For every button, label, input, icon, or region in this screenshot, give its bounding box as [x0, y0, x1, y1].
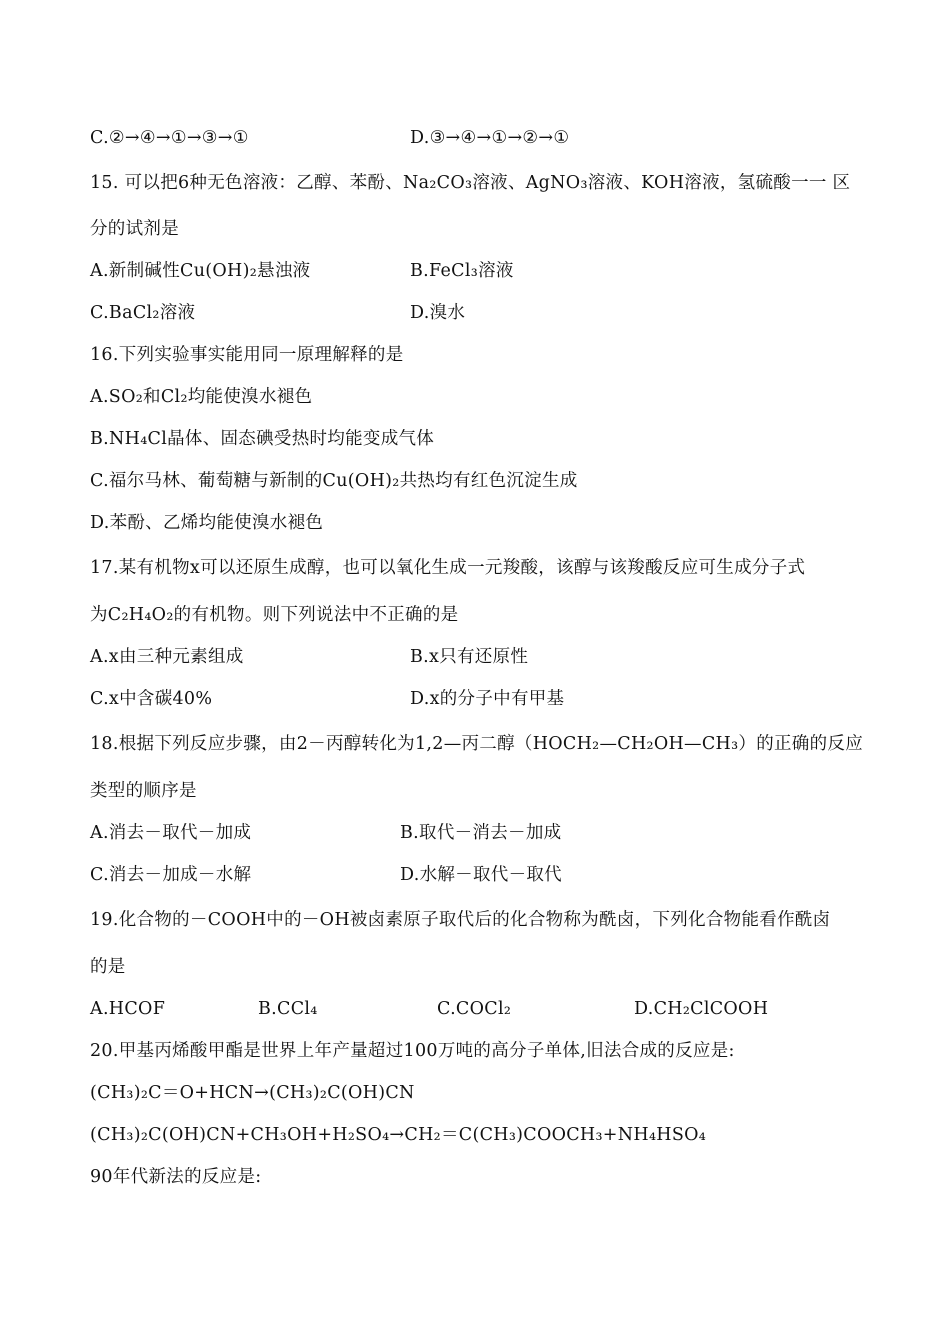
option-d: D.x的分子中有甲基: [410, 689, 565, 709]
option-d: D.苯酚、乙烯均能使溴水褪色: [90, 513, 324, 533]
option-c: C.BaCl₂溶液: [90, 303, 196, 323]
option-c: C.x中含碳40%: [90, 689, 213, 709]
new-method-heading: 90年代新法的反应是:: [90, 1167, 262, 1187]
option-c: C.消去－加成－水解: [90, 865, 252, 885]
question-stem: 18.根据下列反应步骤，由2－丙醇转化为1,2—丙二醇（HOCH₂—CH₂OH—CH₃）的正确的反应: [90, 734, 864, 754]
option-c: C.②→④→①→③→①: [90, 128, 249, 148]
option-b: B.CCl₄: [258, 999, 318, 1019]
option-a: A.SO₂和Cl₂均能使溴水褪色: [90, 387, 313, 407]
question-stem-continued: 分的试剂是: [90, 219, 179, 239]
question-stem: 15. 可以把6种无色溶液：乙醇、苯酚、Na₂CO₃溶液、AgNO₃溶液、KOH溶液，氢硫酸一一 区: [90, 173, 851, 193]
option-b: B.NH₄Cl晶体、固态碘受热时均能变成气体: [90, 429, 435, 449]
question-stem: 19.化合物的－COOH中的－OH被卤素原子取代后的化合物称为酰卤，下列化合物能看作酰卤: [90, 910, 831, 930]
option-d: D.③→④→①→②→①: [410, 128, 570, 148]
option-d: D.溴水: [410, 303, 466, 323]
reaction-equation-1: (CH₃)₂C＝O+HCN→(CH₃)₂C(OH)CN: [90, 1083, 415, 1103]
question-stem: 20.甲基丙烯酸甲酯是世界上年产量超过100万吨的高分子单体,旧法合成的反应是:: [90, 1041, 735, 1061]
option-d: D.CH₂ClCOOH: [634, 999, 769, 1019]
option-a: A.x由三种元素组成: [90, 647, 244, 667]
question-stem-continued: 的是: [90, 957, 126, 977]
option-b: B.x只有还原性: [410, 647, 529, 667]
option-b: B.FeCl₃溶液: [410, 261, 514, 281]
option-c: C.福尔马林、葡萄糖与新制的Cu(OH)₂共热均有红色沉淀生成: [90, 471, 578, 491]
option-a: A.HCOF: [90, 999, 166, 1019]
option-a: A.消去－取代－加成: [90, 823, 252, 843]
question-stem: 17.某有机物x可以还原生成醇，也可以氧化生成一元羧酸，该醇与该羧酸反应可生成分子式: [90, 558, 806, 578]
reaction-equation-2: (CH₃)₂C(OH)CN+CH₃OH+H₂SO₄→CH₂＝C(CH₃)COOCH₃+NH₄HSO₄: [90, 1125, 707, 1145]
option-c: C.COCl₂: [437, 999, 512, 1019]
option-b: B.取代－消去－加成: [400, 823, 562, 843]
question-stem-continued: 类型的顺序是: [90, 781, 197, 801]
option-d: D.水解－取代－取代: [400, 865, 562, 885]
option-a: A.新制碱性Cu(OH)₂悬浊液: [90, 261, 311, 281]
question-stem: 16.下列实验事实能用同一原理解释的是: [90, 345, 404, 365]
question-stem-continued: 为C₂H₄O₂的有机物。则下列说法中不正确的是: [90, 605, 459, 625]
